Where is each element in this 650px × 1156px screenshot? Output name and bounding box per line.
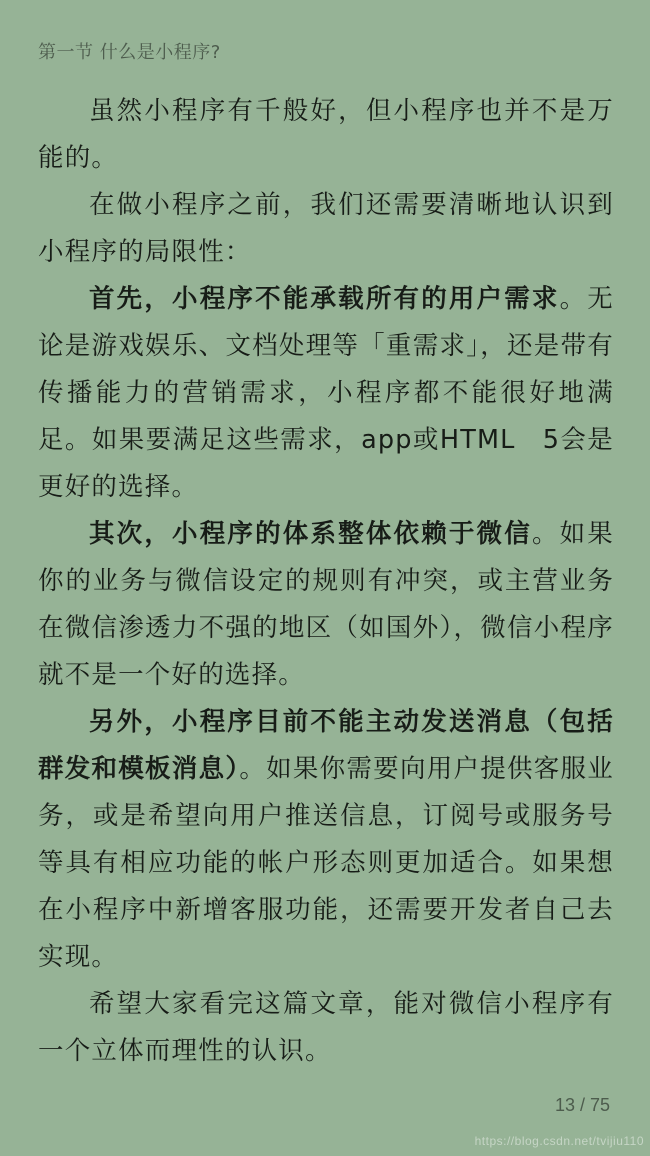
paragraph-3-text: 。无论是游戏娱乐、文档处理等「重需求」，还是带有传播能力的营销需求，小程序都不能很好地满足。如果要满足这些需求，app或HTML 5会是更好的选择。 [38, 284, 614, 502]
paragraph-5-heading: 另外，小程序目前不能主动发送消息（包括群发和模板消息） [38, 707, 614, 784]
article-body [38, 88, 614, 1075]
paragraph-4-text: 。如果你的业务与微信设定的规则有冲突，或主营业务在微信渗透力不强的地区（如国外），微信小程序就不是一个好的选择。 [38, 519, 615, 690]
paragraph-3-heading: 首先，小程序不能承载所有的用户需求 [89, 284, 560, 314]
paragraph-3 [38, 276, 614, 511]
page-indicator: 13 / 75 [554, 1095, 610, 1115]
paragraph-2: 在做小程序之前，我们还需要清晰地认识到小程序的局限性： [38, 190, 614, 267]
paragraph-1: 虽然小程序有千般好，但小程序也并不是万能的。 [38, 96, 614, 173]
chapter-title: 第一节 什么是小程序? [38, 42, 221, 63]
watermark: https://blog.csdn.net/tvijiu110 [474, 1134, 644, 1148]
paragraph-5-text: 。如果你需要向用户提供客服业务，或是希望向用户推送信息，订阅号或服务号等具有相应功能的帐户形态则更加适合。如果想在小程序中新增客服功能，还需要开发者自己去实现。 [38, 754, 614, 972]
paragraph-5 [38, 699, 614, 981]
paragraph-4-heading: 其次，小程序的体系整体依赖于微信 [89, 519, 532, 549]
paragraph-6: 希望大家看完这篇文章，能对微信小程序有一个立体而理性的认识。 [38, 989, 614, 1066]
paragraph-4 [38, 511, 614, 699]
